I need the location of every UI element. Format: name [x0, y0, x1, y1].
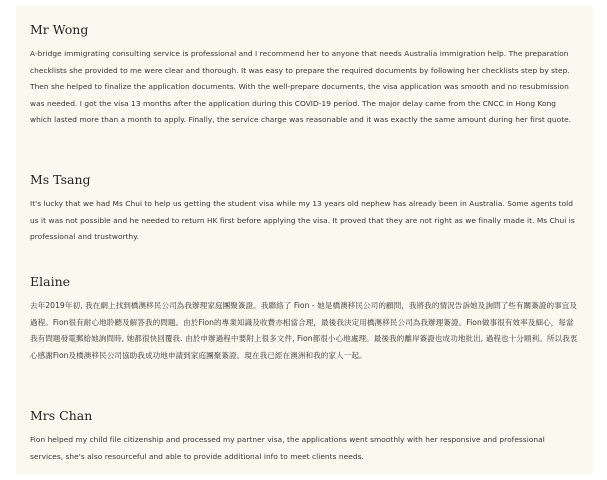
testimonial-ms-tsang	[30, 172, 580, 246]
testimonial-name: Mr Wong	[30, 22, 89, 37]
testimonial-text: A-bridge immigrating consulting service is professional and I recommend her to anyone that needs Australia immigration help. The preparation checklists she provided to me were clear and thorough. It was easy to prepare the required documents by following her checklists step by step. Then she helped to finalize the application documents. With the well-prepare documents, the visa application was smooth and no resubmission was needed. I got the visa 13 months after the application during this COVID-19 period. The major delay came from the CNCC in Hong Kong which lasted more than a month to apply. Finally, the service charge was reasonable and it was exactly the same amount during her first quote.	[30, 49, 572, 124]
testimonials-panel	[16, 6, 593, 474]
testimonial-text: 去年2019年初, 我在網上找到橋澳移民公司為我辦理家庭團聚簽證。我聯絡了 Fion - 她是橋澳移民公司的顧問，我將我的情況告訴她及詢問了些有關簽證的事宜及過程。Fion很有耐心地聆聽及解答我的問題。由於Fion的專業知識及收費亦相當合理，最後我決定用橋澳移民公司為我辦理簽證。Fion做事很有效率及細心，每當我有問題發電郵給她詢問時, 她都很快回覆我. 由於申辦過程中要附上很多文件, Fion都很小心地處理。最後我的離岸簽證也成功地批出, 過程也十分順利。所以我衷心感謝Fion及橋澳移民公司協助我成功地申請到家庭團聚簽證。現在我已經在澳洲和我的家人一起。	[30, 301, 578, 360]
testimonial-name: Mrs Chan	[30, 408, 93, 423]
testimonial-name: Elaine	[30, 274, 71, 289]
testimonial-elaine	[30, 274, 580, 364]
testimonial-mrs-chan	[30, 408, 580, 465]
testimonial-text: It's lucky that we had Ms Chui to help us getting the student visa while my 13 years old nephew has already been in Australia. Some agents told us it was not possible and he needed to return HK first before applying the visa. It proved that they are not right as we finally made it. Ms Chui is professional and trustworthy.	[30, 199, 575, 241]
testimonial-name: Ms Tsang	[30, 172, 91, 187]
testimonial-text: Fion helped my child file citizenship and processed my partner visa, the applications went smoothly with her responsive and professional services, she's also resourceful and able to provide additional info to meet clients needs.	[30, 435, 545, 461]
testimonial-mr-wong	[30, 22, 580, 129]
